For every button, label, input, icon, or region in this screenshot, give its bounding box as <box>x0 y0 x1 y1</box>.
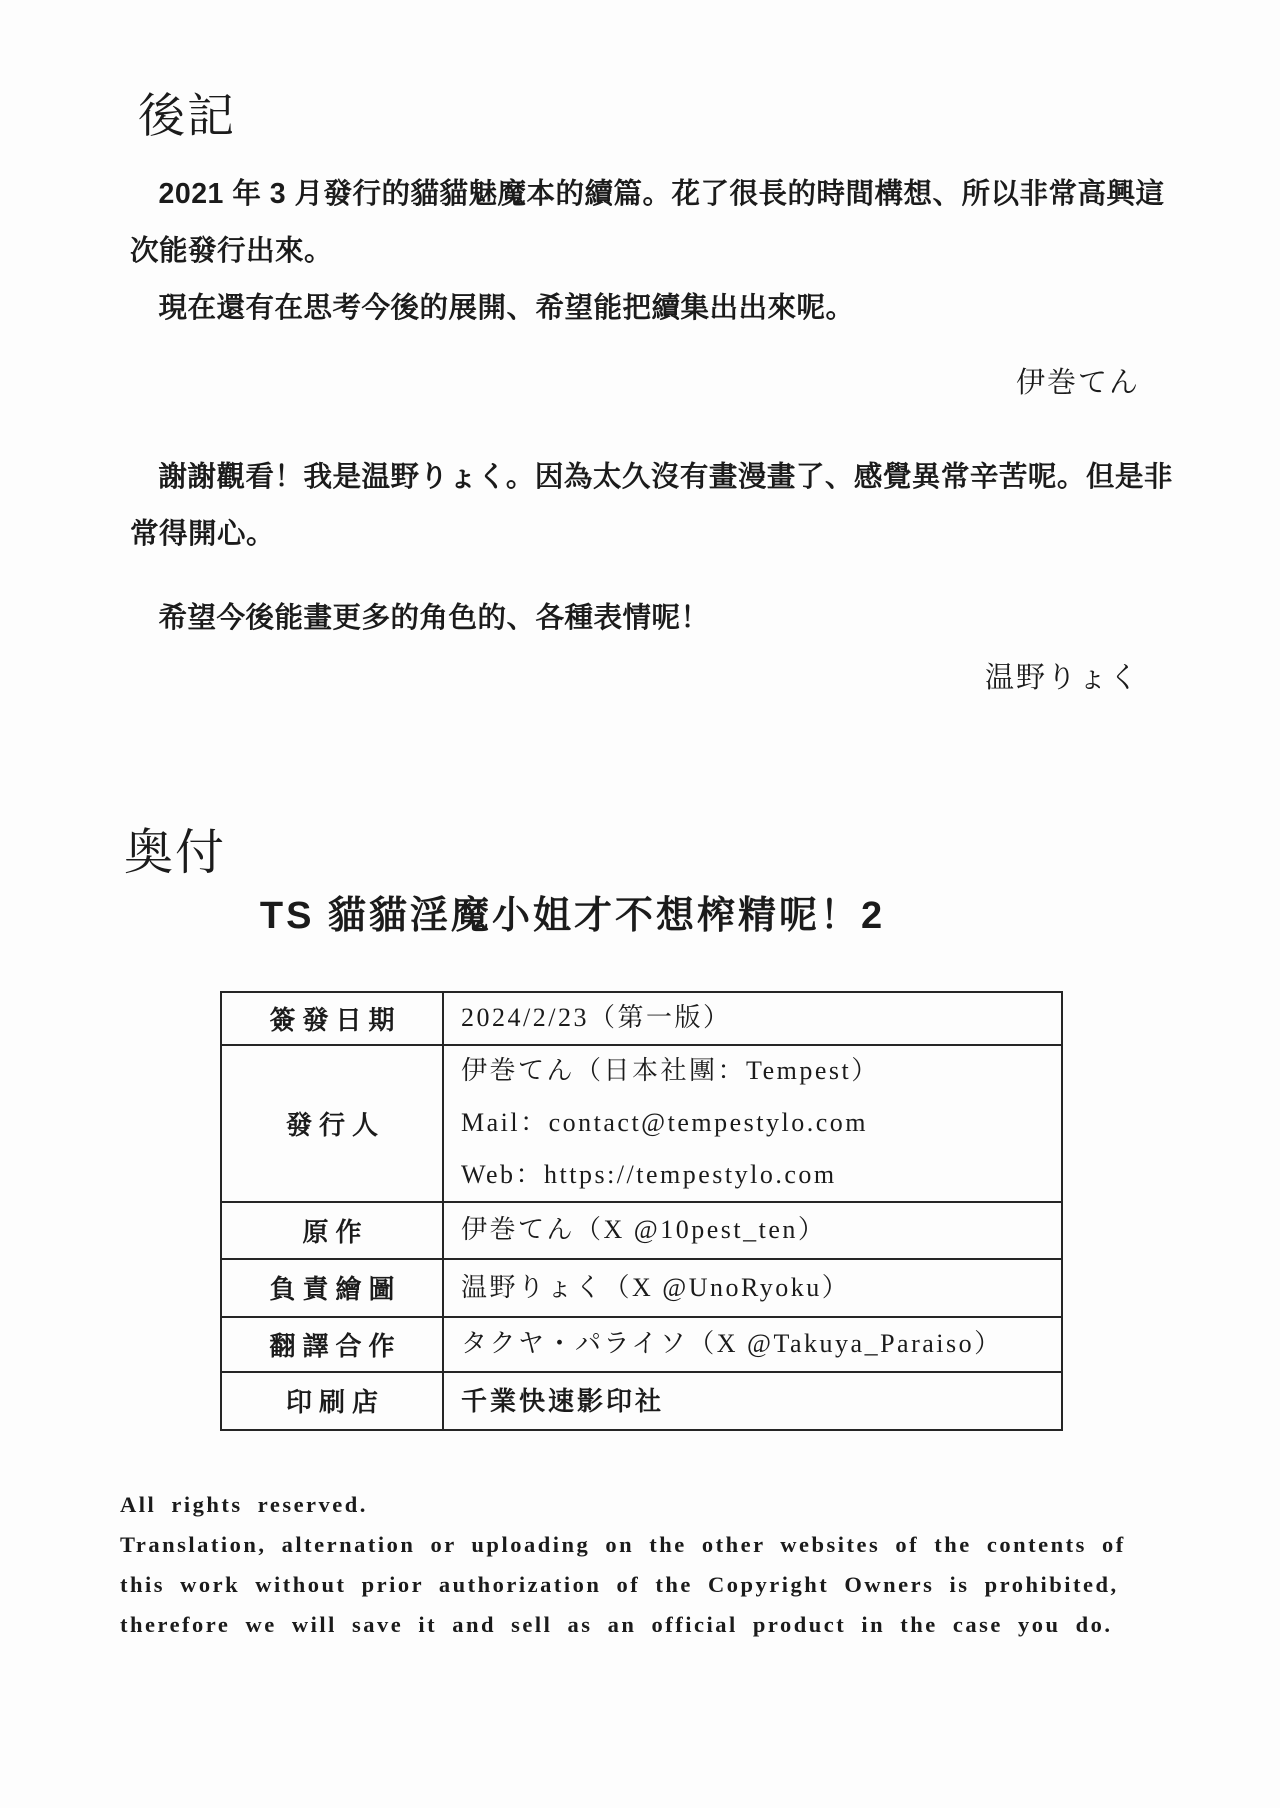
row-value-line: タクヤ・パライソ（X @Takuya_Paraiso） <box>461 1329 1003 1359</box>
row-value-line-website: Web：https://tempestylo.com <box>461 1160 837 1190</box>
afterword-paragraph-1: 2021 年 3 月發行的貓貓魅魔本的續篇。花了很長的時間構想、所以非常高興這次能發行出來。 <box>130 177 1165 267</box>
author-signature-writer: 伊巻てん <box>1015 366 1140 399</box>
copyright-line: Translation, alternation or uploading on the other websites of the contents of <box>120 1531 1126 1557</box>
row-value <box>444 1203 1061 1258</box>
row-label: 發行人 <box>222 1046 444 1201</box>
row-value <box>444 993 1061 1044</box>
row-value <box>444 1260 1061 1316</box>
row-value-line: 伊巻てん（X @10pest_ten） <box>461 1215 827 1245</box>
afterword-paragraph-2: 現在還有在思考今後的展開、希望能把續集出出來呢。 <box>158 291 855 324</box>
colophon-table <box>220 991 1063 1431</box>
row-label: 原作 <box>222 1203 444 1258</box>
afterword-block-1 <box>130 166 1188 337</box>
row-value <box>444 1318 1061 1371</box>
table-row-print-shop <box>222 1373 1061 1429</box>
afterword-block-2 <box>130 449 1188 647</box>
book-title-wrap <box>0 884 1145 939</box>
book-title: TS 貓貓淫魔小姐才不想榨精呢！2 <box>259 894 886 937</box>
copyright-line: All rights reserved. <box>120 1491 368 1517</box>
table-row-illustrator <box>222 1260 1061 1318</box>
afterword-heading: 後記 <box>138 91 236 143</box>
author-signature-artist: 温野りょく <box>984 661 1140 694</box>
table-row-translation <box>222 1318 1061 1373</box>
afterword-paragraph-3: 謝謝觀看！我是温野りょく。因為太久沒有畫漫畫了、感覺異常辛苦呢。但是非常得開心。 <box>130 460 1173 550</box>
row-label: 簽發日期 <box>222 993 444 1044</box>
table-row-publisher <box>222 1046 1061 1203</box>
row-value-line: 伊巻てん（日本社團：Tempest） <box>461 1056 880 1086</box>
colophon-heading: 奥付 <box>124 824 227 880</box>
row-label: 印刷店 <box>222 1373 444 1429</box>
table-row-issue-date <box>222 993 1061 1046</box>
table-row-original-author <box>222 1203 1061 1260</box>
row-value <box>444 1373 1061 1429</box>
afterword-paragraph-4: 希望今後能畫更多的角色的、各種表情呢！ <box>158 601 710 634</box>
row-value-line: 千業快速影印社 <box>461 1385 665 1416</box>
copyright-line: this work without prior authorization of the Copyright Owners is prohibited, <box>120 1571 1119 1597</box>
row-value <box>444 1046 1061 1201</box>
row-value-line-email: Mail：contact@tempestylo.com <box>461 1108 868 1138</box>
copyright-notice <box>120 1485 1280 1645</box>
row-label: 負責繪圖 <box>222 1260 444 1316</box>
row-value-line: 2024/2/23（第一版） <box>461 1003 732 1033</box>
row-label: 翻譯合作 <box>222 1318 444 1371</box>
copyright-line: therefore we will save it and sell as an official product in the case you do. <box>120 1611 1113 1637</box>
row-value-line: 温野りょく（X @UnoRyoku） <box>461 1272 851 1302</box>
